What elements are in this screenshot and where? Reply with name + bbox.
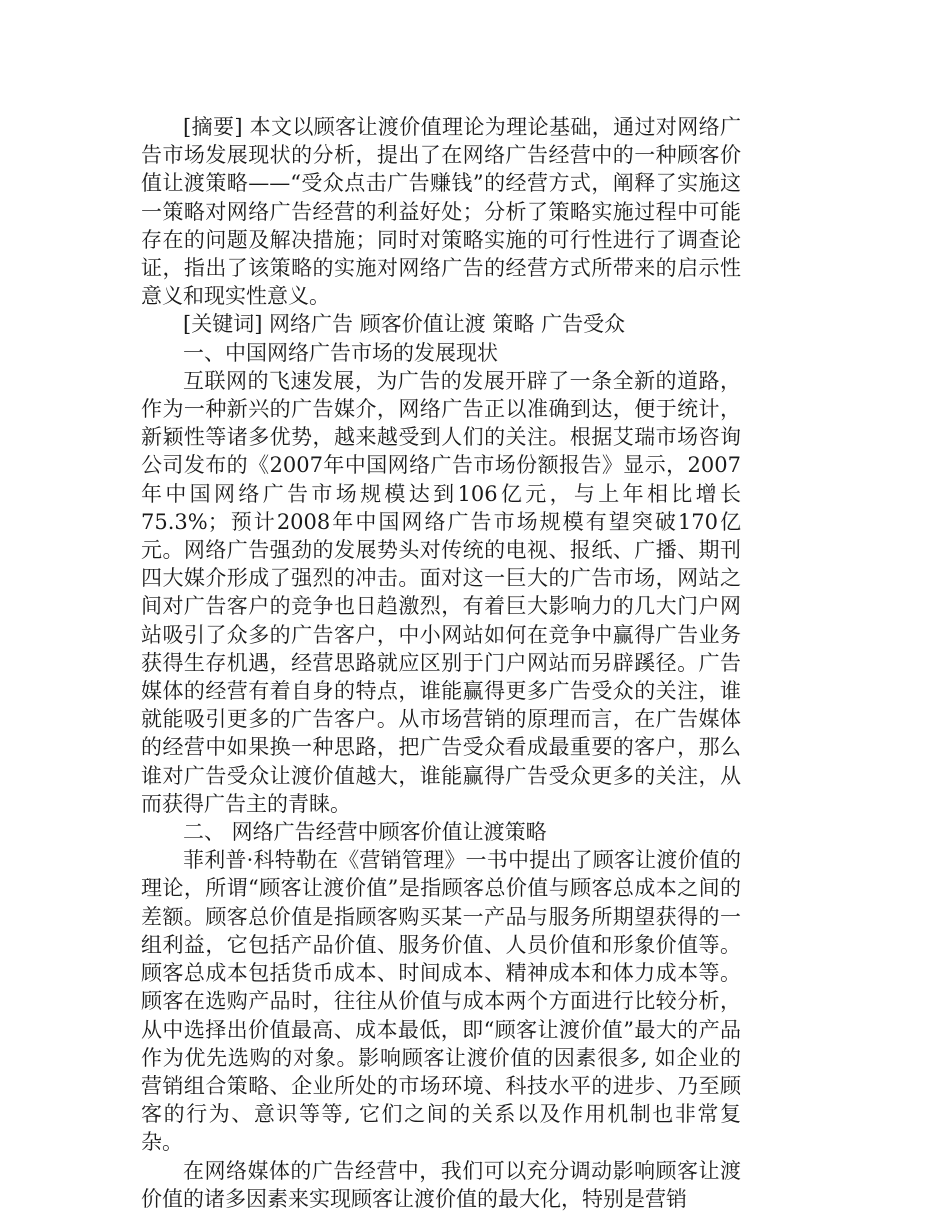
abstract-paragraph: [摘要] 本文以顾客让渡价值理论为理论基础，通过对网络广告市场发展现状的分析，提出了在网络广告经营中的一种顾客价值让渡策略——“受众点击广告赚钱”的经营方式，阐释了实施这一策略对网络广告经营的利益好处；分析了策略实施过程中可能存在的问题及解决措施；同时对策略实施的可行性进行了调查论证，指出了该策略的实施对网络广告的经营方式所带来的启示性意义和现实性意义。: [141, 115, 741, 309]
section-1-paragraph: 互联网的飞速发展，为广告的发展开辟了一条全新的道路，作为一种新兴的广告媒介，网络广告正以准确到达，便于统计，新颖性等诸多优势，越来越受到人们的关注。根据艾瑞市场咨询公司发布的《2007年中国网络广告市场份额报告》显示，2007年中国网络广告市场规模达到106亿元，与上年相比增长75.3%；预计2008年中国网络广告市场规模有望突破170亿元。网络广告强劲的发展势头对传统的电视、报纸、广播、期刊四大媒介形成了强烈的冲击。面对这一巨大的广告市场，网站之间对广告客户的竞争也日趋激烈，有着巨大影响力的几大门户网站吸引了众多的广告客户，中小网站如何在竞争中赢得广告业务获得生存机遇，经营思路就应区别于门户网站而另辟蹊径。广告媒体的经营有着自身的特点，谁能赢得更多广告受众的关注，谁就能吸引更多的广告客户。从市场营销的原理而言，在广告媒体的经营中如果换一种思路，把广告受众看成最重要的客户，那么谁对广告受众让渡价值越大，谁能赢得广告受众更多的关注，从而获得广告主的青睐。: [141, 368, 741, 816]
section-2-heading: 二、 网络广告经营中顾客价值让渡策略: [183, 820, 547, 845]
document-body: [141, 113, 741, 1213]
section-1-heading: 一、中国网络广告市场的发展现状: [183, 340, 498, 365]
keywords-paragraph: [关键词] 网络广告 顾客价值让渡 策略 广告受众: [183, 312, 626, 337]
section-2-paragraph-1: 菲利普·科特勒在《营销管理》一书中提出了顾客让渡价值的理论，所谓“顾客让渡价值”是指顾客总价值与顾客总成本之间的差额。顾客总价值是指顾客购买某一产品与服务所期望获得的一组利益，它包括产品价值、服务价值、人员价值和形象价值等。顾客总成本包括货币成本、时间成本、精神成本和体力成本等。顾客在选购产品时，往往从价值与成本两个方面进行比较分析，从中选择出价值最高、成本最低，即“顾客让渡价值”最大的产品作为优先选购的对象。影响顾客让渡价值的因素很多, 如企业的营销组合策略、企业所处的市场环境、科技水平的进步、乃至顾客的行为、意识等等, 它们之间的关系以及作用机制也非常复杂。: [141, 848, 741, 1155]
section-2-paragraph-2: 在网络媒体的广告经营中，我们可以充分调动影响顾客让渡价值的诸多因素来实现顾客让渡价值的最大化，特别是营销: [141, 1158, 741, 1211]
